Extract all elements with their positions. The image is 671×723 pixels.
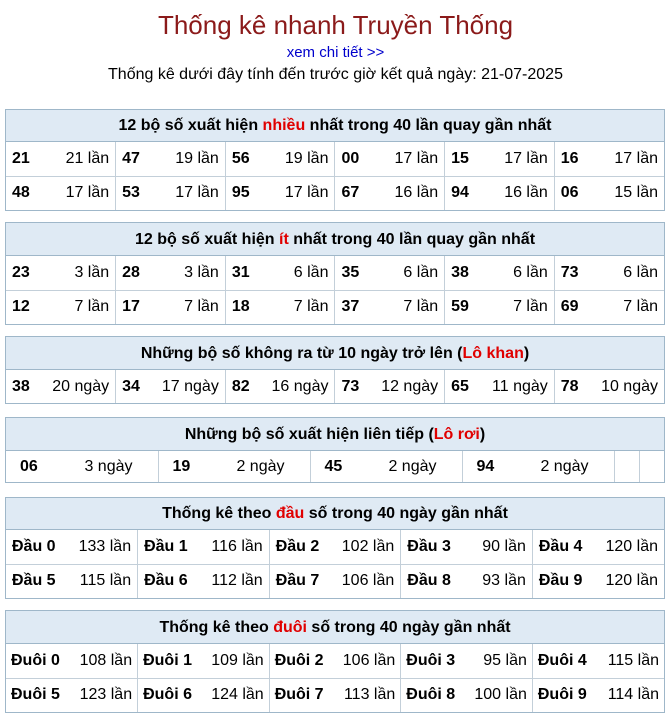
stat-cell <box>138 678 270 712</box>
stat-cell <box>269 564 401 598</box>
stat-cell <box>554 142 664 176</box>
stat-cell <box>269 644 401 678</box>
stat-label: Đầu 1 <box>144 537 188 555</box>
stat-number: 94 <box>476 457 495 475</box>
section-title-highlight: đầu <box>275 505 305 522</box>
stat-count: 109 lần <box>211 651 264 669</box>
stat-number: 00 <box>341 149 360 167</box>
stat-number: 38 <box>12 377 30 395</box>
stat-number: 37 <box>341 298 360 316</box>
stat-number: 53 <box>122 184 140 202</box>
stat-count: 11 ngày <box>492 377 548 395</box>
section-title-suffix: nhất trong 40 lần quay gần nhất <box>305 117 552 134</box>
stat-cell <box>445 142 555 176</box>
stat-cell <box>462 451 614 482</box>
stat-count: 15 lần <box>614 184 658 202</box>
stat-label: Đuôi 7 <box>274 686 324 704</box>
stat-label: Đuôi 4 <box>537 651 587 669</box>
stat-count: 124 lần <box>211 686 264 704</box>
stat-cell <box>6 451 158 482</box>
stat-number: 73 <box>560 263 579 281</box>
stat-count: 114 lần <box>607 686 659 704</box>
stat-number: 59 <box>451 298 469 316</box>
stat-cell <box>6 256 116 290</box>
section-title-suffix: số trong 40 ngày gần nhất <box>304 505 508 522</box>
stat-count: 19 lần <box>284 149 329 167</box>
stat-count: 12 ngày <box>381 377 439 395</box>
stat-count: 115 lần <box>79 572 132 590</box>
stat-label: Đuôi 2 <box>274 651 324 669</box>
duoi-header <box>6 611 664 644</box>
stat-number: 15 <box>451 149 469 167</box>
stat-number: 95 <box>231 184 250 202</box>
stat-cell <box>532 678 664 712</box>
page-subtitle: Thống kê dưới đây tính đến trước giờ kết quả ngày: 21-07-2025 <box>108 66 563 83</box>
stat-count: 6 lần <box>293 263 329 281</box>
stat-cell <box>401 564 533 598</box>
stat-count: 20 ngày <box>52 377 110 395</box>
section-title: 12 bộ số xuất hiện <box>134 231 279 248</box>
stat-cell <box>6 290 116 324</box>
stat-cell <box>225 370 335 403</box>
stat-cell <box>335 370 445 403</box>
stat-number: 06 <box>20 457 38 475</box>
stat-cell <box>532 530 664 564</box>
stat-cell <box>6 370 116 403</box>
stat-cell <box>445 256 555 290</box>
stat-label: Đầu 0 <box>12 537 56 555</box>
stat-count: 3 lần <box>74 263 110 281</box>
stat-number: 34 <box>122 377 140 395</box>
stat-count: 2 ngày <box>540 457 589 475</box>
dau-header <box>6 498 664 530</box>
dau-table <box>6 530 664 598</box>
section-title: 12 bộ số xuất hiện <box>118 117 263 134</box>
stat-count: 93 lần <box>482 572 526 590</box>
empty-cell <box>614 451 639 482</box>
lo-khan-header <box>6 337 664 370</box>
stat-cell <box>335 290 445 324</box>
stat-count: 17 lần <box>284 184 329 202</box>
least-frequent-section <box>5 222 665 325</box>
stat-count: 17 lần <box>504 149 548 167</box>
stat-number: 65 <box>451 377 469 395</box>
stat-label: Đuôi 8 <box>406 686 456 704</box>
stat-cell <box>401 530 533 564</box>
stat-cell <box>532 564 664 598</box>
lo-roi-header <box>6 418 664 451</box>
lo-khan-table <box>6 370 664 403</box>
lo-khan-section <box>5 336 665 404</box>
stat-cell <box>225 290 335 324</box>
stat-cell <box>116 142 226 176</box>
stat-count: 17 lần <box>394 149 439 167</box>
stat-number: 69 <box>560 298 579 316</box>
stat-cell <box>138 644 270 678</box>
stat-count: 120 lần <box>605 537 658 555</box>
stat-number: 21 <box>12 149 30 167</box>
stat-cell <box>6 678 138 712</box>
page-header <box>0 8 671 86</box>
stat-number: 94 <box>451 184 469 202</box>
stat-count: 17 lần <box>614 149 658 167</box>
stat-count: 100 lần <box>474 686 527 704</box>
empty-cell <box>639 451 664 482</box>
section-title: Những bộ số không ra từ 10 ngày trở lên ( <box>140 345 463 362</box>
stat-cell <box>554 370 664 403</box>
stat-number: 23 <box>12 263 30 281</box>
stat-cell <box>138 564 270 598</box>
stat-count: 106 lần <box>342 651 396 669</box>
section-title: Thống kê theo <box>162 505 276 522</box>
stat-count: 112 lần <box>211 572 263 590</box>
stat-count: 6 lần <box>513 263 548 281</box>
stat-count: 7 lần <box>184 298 219 316</box>
stat-count: 3 ngày <box>84 457 133 475</box>
stat-number: 48 <box>12 184 30 202</box>
stat-number: 16 <box>560 149 579 167</box>
least-frequent-table <box>6 256 664 324</box>
stat-count: 3 lần <box>184 263 219 281</box>
stat-count: 16 ngày <box>271 377 329 395</box>
stat-count: 2 ngày <box>388 457 437 475</box>
stat-label: Đầu 2 <box>275 537 320 555</box>
stat-cell <box>554 290 664 324</box>
stat-cell <box>445 290 555 324</box>
stat-count: 120 lần <box>605 572 658 590</box>
stat-cell <box>401 678 533 712</box>
stat-count: 17 lần <box>175 184 219 202</box>
stat-cell <box>116 370 226 403</box>
stat-count: 10 ngày <box>601 377 658 395</box>
stat-cell <box>6 564 138 598</box>
stat-label: Đuôi 0 <box>11 651 60 669</box>
section-title-suffix: ) <box>523 345 530 362</box>
stat-cell <box>554 256 664 290</box>
stat-cell <box>445 176 555 210</box>
stat-cell <box>6 530 138 564</box>
stat-count: 7 lần <box>293 298 329 316</box>
section-title-suffix: số trong 40 ngày gần nhất <box>306 619 511 636</box>
stat-label: Đầu 6 <box>144 572 188 590</box>
section-title: Thống kê theo <box>159 619 274 636</box>
stat-count: 16 lần <box>504 184 548 202</box>
stat-cell <box>335 176 445 210</box>
stat-cell <box>335 142 445 176</box>
stat-cell <box>116 256 226 290</box>
lo-roi-table <box>6 451 664 482</box>
stat-count: 19 lần <box>175 149 219 167</box>
stat-count: 95 lần <box>483 651 527 669</box>
stat-number: 38 <box>451 263 469 281</box>
stat-number: 35 <box>341 263 360 281</box>
stat-number: 19 <box>172 457 191 475</box>
most-frequent-section <box>5 109 665 211</box>
stat-count: 123 lần <box>79 686 133 704</box>
stat-number: 28 <box>122 263 140 281</box>
stat-count: 7 lần <box>513 298 548 316</box>
stat-cell <box>116 176 226 210</box>
stat-label: Đuôi 9 <box>537 686 587 704</box>
stat-label: Đầu 3 <box>407 537 451 555</box>
stat-count: 7 lần <box>403 298 439 316</box>
stat-number: 56 <box>231 149 250 167</box>
stat-label: Đuôi 6 <box>143 686 192 704</box>
stat-count: 17 ngày <box>161 377 219 395</box>
section-title-highlight: ít <box>279 231 289 248</box>
stat-cell <box>225 176 335 210</box>
stat-cell <box>158 451 310 482</box>
stat-label: Đầu 5 <box>12 572 56 590</box>
most-frequent-table <box>6 142 664 210</box>
stat-count: 16 lần <box>394 184 439 202</box>
stat-cell <box>310 451 462 482</box>
stat-cell <box>138 530 270 564</box>
stat-count: 113 lần <box>343 686 396 704</box>
stat-cell <box>6 176 116 210</box>
stat-number: 17 <box>122 298 140 316</box>
stat-label: Đuôi 5 <box>11 686 60 704</box>
section-title-suffix: nhất trong 40 lần quay gần nhất <box>288 231 536 248</box>
section-title-highlight: Lô rơi <box>433 426 480 443</box>
stat-number: 47 <box>122 149 140 167</box>
section-title-highlight: đuôi <box>273 619 307 636</box>
stat-label: Đuôi 1 <box>143 651 192 669</box>
stat-count: 106 lần <box>341 572 395 590</box>
stat-count: 6 lần <box>623 263 658 281</box>
stat-cell <box>532 644 664 678</box>
section-title-highlight: nhiều <box>262 117 306 134</box>
duoi-table <box>6 644 664 712</box>
stat-number: 82 <box>231 377 250 395</box>
stat-label: Đầu 7 <box>275 572 320 590</box>
view-details-link[interactable]: xem chi tiết >> <box>286 44 385 61</box>
stat-cell <box>6 644 138 678</box>
section-title-highlight: Lô khan <box>462 345 524 362</box>
lo-roi-section <box>5 417 665 483</box>
stat-number: 67 <box>341 184 360 202</box>
stat-count: 115 lần <box>607 651 659 669</box>
page-title: Thống kê nhanh Truyền Thống <box>157 10 514 40</box>
stat-number: 06 <box>560 184 579 202</box>
stat-count: 102 lần <box>341 537 395 555</box>
section-title: Những bộ số xuất hiện liên tiếp ( <box>184 426 434 443</box>
stat-label: Đầu 4 <box>538 537 583 555</box>
stat-number: 45 <box>324 457 343 475</box>
stat-number: 31 <box>231 263 250 281</box>
duoi-section <box>5 610 665 713</box>
stat-cell <box>401 644 533 678</box>
stat-label: Đuôi 3 <box>406 651 456 669</box>
stat-cell <box>116 290 226 324</box>
stat-number: 12 <box>12 298 30 316</box>
stat-count: 7 lần <box>74 298 110 316</box>
stat-number: 18 <box>231 298 250 316</box>
stat-count: 21 lần <box>65 149 110 167</box>
stat-label: Đầu 9 <box>538 572 583 590</box>
stat-label: Đầu 8 <box>407 572 451 590</box>
stat-cell <box>554 176 664 210</box>
stat-cell <box>6 142 116 176</box>
stat-count: 6 lần <box>403 263 439 281</box>
section-title-suffix: ) <box>479 426 486 443</box>
stat-count: 17 lần <box>65 184 110 202</box>
stat-cell <box>225 142 335 176</box>
stat-cell <box>269 530 401 564</box>
stat-cell <box>335 256 445 290</box>
most-frequent-header <box>6 110 664 142</box>
stat-count: 2 ngày <box>236 457 285 475</box>
stat-number: 73 <box>341 377 360 395</box>
stat-count: 7 lần <box>623 298 658 316</box>
stat-count: 133 lần <box>78 537 132 555</box>
stat-cell <box>269 678 401 712</box>
stat-count: 108 lần <box>79 651 133 669</box>
dau-section <box>5 497 665 599</box>
stat-count: 90 lần <box>482 537 526 555</box>
stat-cell <box>445 370 555 403</box>
stat-number: 78 <box>560 377 579 395</box>
stat-count: 116 lần <box>211 537 263 555</box>
stat-cell <box>225 256 335 290</box>
least-frequent-header <box>6 223 664 256</box>
